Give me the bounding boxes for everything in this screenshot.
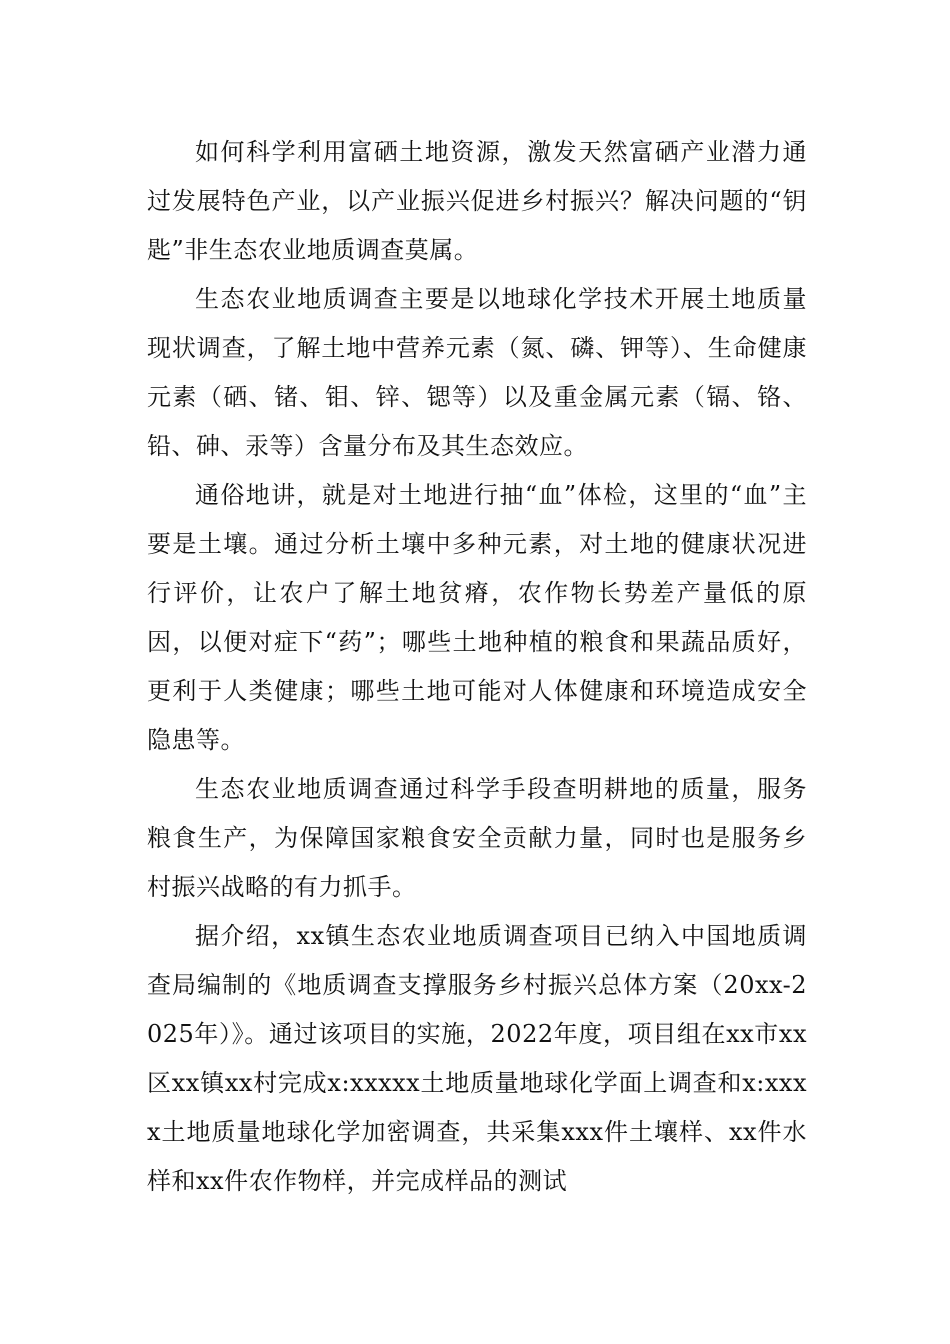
- document-body: [147, 128, 807, 1206]
- paragraph-survey-definition: 生态农业地质调查主要是以地球化学技术开展土地质量现状调查，了解土地中营养元素（氮、磷、钾等）、生命健康元素（硒、锗、钼、锌、锶等）以及重金属元素（镉、铬、铅、砷、汞等）含量分布及其生态效应。: [147, 285, 807, 460]
- paragraph-project-progress: 据介绍，xx镇生态农业地质调查项目已纳入中国地质调查局编制的《地质调查支撑服务乡村振兴总体方案（20xx-2025年）》。通过该项目的实施，2022年度，项目组在xx市xx区xx镇xx村完成x:xxxxx土地质量地球化学面上调查和x:xxxx土地质量地球化学加密调查，共采集xxx件土壤样、xx件水样和xx件农作物样，并完成样品的测试: [147, 922, 807, 1195]
- paragraph-food-security: 生态农业地质调查通过科学手段查明耕地的质量，服务粮食生产，为保障国家粮食安全贡献力量，同时也是服务乡村振兴战略的有力抓手。: [147, 775, 807, 901]
- paragraph-intro: 如何科学利用富硒土地资源，激发天然富硒产业潜力通过发展特色产业，以产业振兴促进乡村振兴？解决问题的“钥匙”非生态农业地质调查莫属。: [147, 138, 807, 264]
- paragraph-blood-test-analogy: 通俗地讲，就是对土地进行抽“血”体检，这里的“血”主要是土壤。通过分析土壤中多种元素，对土地的健康状况进行评价，让农户了解土地贫瘠，农作物长势差产量低的原因，以便对症下“药”；哪些土地种植的粮食和果蔬品质好，更利于人类健康；哪些土地可能对人体健康和环境造成安全隐患等。: [147, 481, 807, 754]
